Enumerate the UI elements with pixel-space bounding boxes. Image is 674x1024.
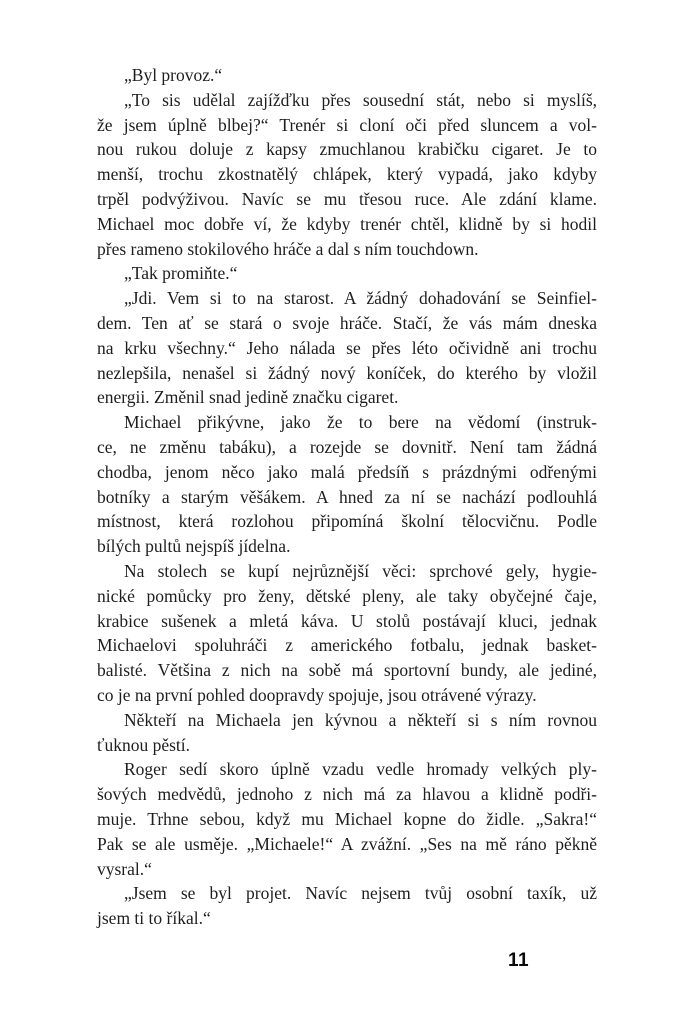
paragraph [97, 559, 597, 708]
text-line: Někteří na Michaela jen kývnou a někteří si s ním rovnou [124, 709, 597, 730]
text-line: krabice sušenek a mletá káva. U stolů postávají kluci, jednak [97, 610, 597, 631]
text-line: Roger sedí skoro úplně vzadu vedle hromady velkých ply- [124, 759, 597, 780]
text-line: „Jdi. Vem si to na starost. A žádný dohadování se Seinfiel- [124, 288, 597, 309]
text-line: bílých pultů nejspíš jídelna. [97, 536, 291, 557]
page-text [97, 63, 597, 931]
text-line: ťuknou pěstí. [97, 734, 191, 755]
text-line: „Byl provoz.“ [124, 65, 223, 85]
text-line: muje. Trhne sebou, když mu Michael kopne do židle. „Sakra!“ [97, 808, 597, 829]
text-line: botníky a starým věšákem. A hned za ní se nachází podlouhlá [97, 486, 597, 507]
text-line: dem. Ten ať se stará o svoje hráče. Stačí, že vás mám dneska [97, 312, 597, 333]
paragraph [97, 410, 597, 559]
text-line: ce, ne změnu tabáku), a rozejde se dovnitř. Není tam žádná [97, 436, 597, 457]
text-line: jsem ti to říkal.“ [97, 908, 211, 929]
page-number: 11 [508, 950, 530, 971]
text-line: „Tak promiňte.“ [124, 263, 238, 284]
text-line: energii. Změnil snad jedině značku cigaret. [97, 387, 399, 408]
text-line: balisté. Většina z nich na sobě má sportovní bundy, ale jediné, [97, 660, 597, 681]
text-line: na krku všechny.“ Jeho nálada se přes léto očividně ani trochu [97, 337, 597, 358]
text-line: co je na první pohled doopravdy spojuje, jsou otrávené výrazy. [97, 684, 537, 705]
text-line: vysral.“ [97, 858, 152, 879]
text-line: Pak se ale usměje. „Michaele!“ A zvážní. „Ses na mě ráno pěkně [97, 833, 597, 854]
paragraph [97, 88, 597, 262]
text-line: Na stolech se kupí nejrůznější věci: sprchové gely, hygie- [124, 560, 597, 581]
text-line: Michaelovi spoluhráči z amerického fotbalu, jednak basket- [97, 635, 597, 656]
text-line: šových medvědů, jednoho z nich má za hlavou a klidně podři- [97, 784, 597, 805]
paragraph [97, 708, 597, 758]
text-line: nou rukou doluje z kapsy zmuchlanou krabičku cigaret. Je to [97, 139, 597, 160]
paragraph [97, 261, 597, 286]
paragraph [97, 63, 597, 88]
paragraph [97, 881, 597, 931]
text-line: Michael moc dobře ví, že kdyby trenér chtěl, klidně by si hodil [97, 213, 597, 234]
text-line: „Jsem se byl projet. Navíc nejsem tvůj osobní taxík, už [124, 883, 597, 904]
text-line: nezlepšila, nenašel si žádný nový koníček, do kterého by vložil [97, 362, 597, 383]
paragraph [97, 757, 597, 881]
text-line: přes rameno stokilového hráče a dal s ním touchdown. [97, 238, 479, 259]
text-line: menší, trochu zkostnatělý chlápek, který vypadá, jako kdyby [97, 164, 597, 185]
text-line: trpěl podvýživou. Navíc se mu třesou ruce. Ale zdání klame. [97, 188, 597, 209]
paragraph [97, 286, 597, 410]
text-line: Michael přikývne, jako že to bere na vědomí (instruk- [124, 412, 597, 433]
text-line: nické pomůcky pro ženy, dětské pleny, ale taky obyčejné čaje, [97, 585, 597, 606]
text-line: „To sis udělal zajížďku přes sousední stát, nebo si myslíš, [124, 89, 597, 110]
text-line: chodba, jenom něco jako malá předsíň s prázdnými odřenými [97, 461, 597, 482]
text-line: místnost, která rozlohou připomíná školní tělocvičnu. Podle [97, 511, 597, 532]
text-line: že jsem úplně blbej?“ Trenér si cloní oči před sluncem a vol- [97, 114, 597, 135]
